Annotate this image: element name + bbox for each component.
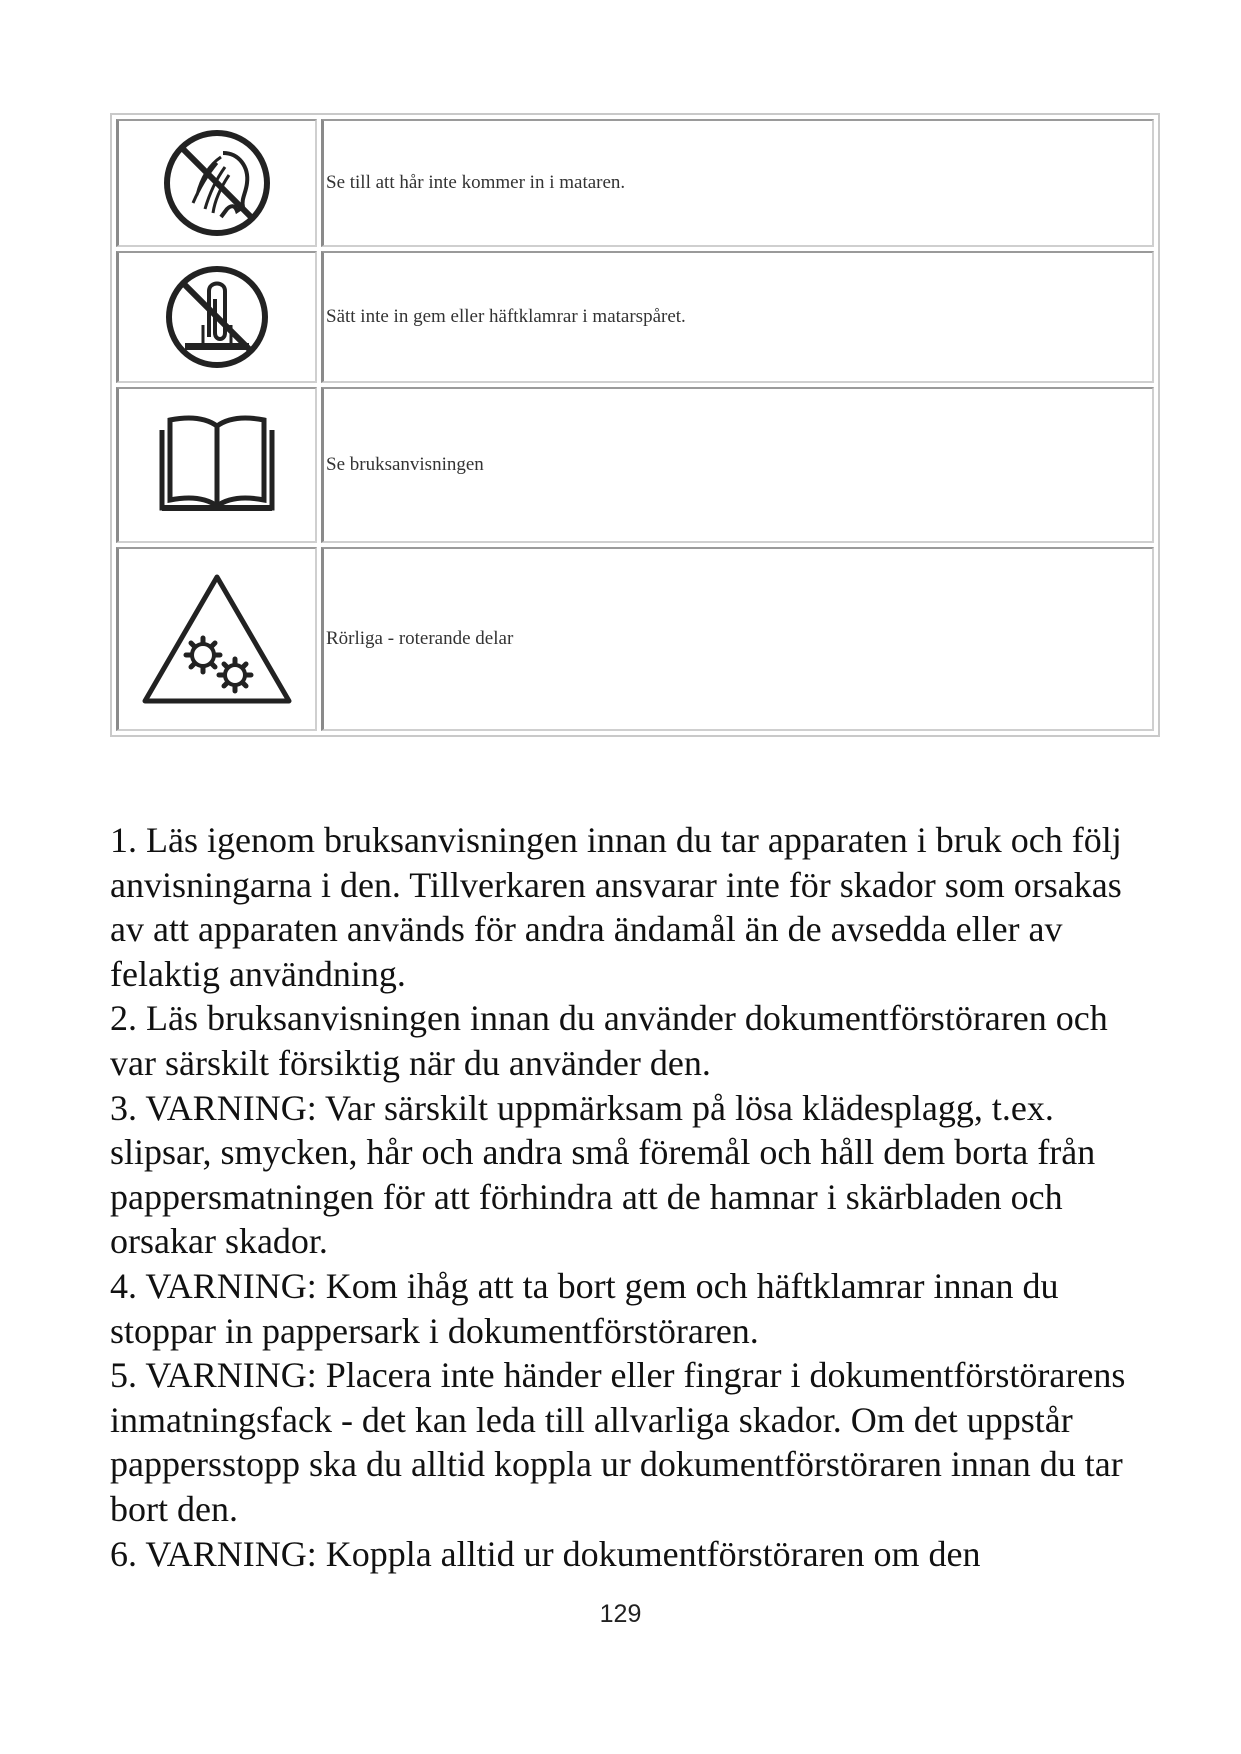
instruction-item: 4. VARNING: Kom ihåg att ta bort gem och häftklamrar innan du stoppar in pappersark i dokumentförstöraren. (110, 1265, 1059, 1351)
symbol-row (116, 119, 1154, 247)
safety-symbols-table (110, 113, 1160, 737)
symbol-row (116, 387, 1154, 543)
symbol-icon-cell (116, 119, 317, 247)
symbol-row (116, 547, 1154, 731)
symbol-text: Se till att hår inte kommer in i mataren. (321, 119, 1154, 247)
moving-parts-warning-icon (137, 569, 297, 709)
safety-instructions (110, 818, 1150, 1576)
symbol-text: Se bruksanvisningen (321, 387, 1154, 543)
instruction-item: 5. VARNING: Placera inte händer eller fingrar i dokumentförstörarens inmatningsfack - det kan leda till allvarliga skador. Om det uppstår pappersstopp ska du alltid koppla ur dokumentförstöraren innan du tar bort den. (110, 1355, 1126, 1529)
instruction-item: 1. Läs igenom bruksanvisningen innan du tar apparaten i bruk och följ anvisningarna i den. Tillverkaren ansvarar inte för skador som orsakas av att apparaten används för andra ändamål än de avsedda eller av felaktig användning. (110, 820, 1122, 994)
symbol-text: Rörliga - roterande delar (321, 547, 1154, 731)
manual-book-icon (152, 410, 282, 520)
no-paperclip-icon (163, 263, 271, 371)
page-number: 129 (599, 1600, 642, 1628)
symbol-text: Sätt inte in gem eller häftklamrar i matarspåret. (321, 251, 1154, 383)
symbol-icon-cell (116, 387, 317, 543)
symbol-icon-cell (116, 547, 317, 731)
instruction-item: 3. VARNING: Var särskilt uppmärksam på lösa klädesplagg, t.ex. slipsar, smycken, hår och andra små föremål och håll dem borta från pappersmatningen för att förhindra att de hamnar i skärbladen och orsakar skador. (110, 1087, 1096, 1262)
instruction-item: 6. VARNING: Koppla alltid ur dokumentförstöraren om den (110, 1533, 981, 1574)
instruction-item: 2. Läs bruksanvisningen innan du använder dokumentförstöraren och var särskilt försiktig när du använder den. (110, 998, 1108, 1083)
symbol-icon-cell (116, 251, 317, 383)
symbol-row (116, 251, 1154, 383)
no-hair-icon (161, 127, 273, 239)
